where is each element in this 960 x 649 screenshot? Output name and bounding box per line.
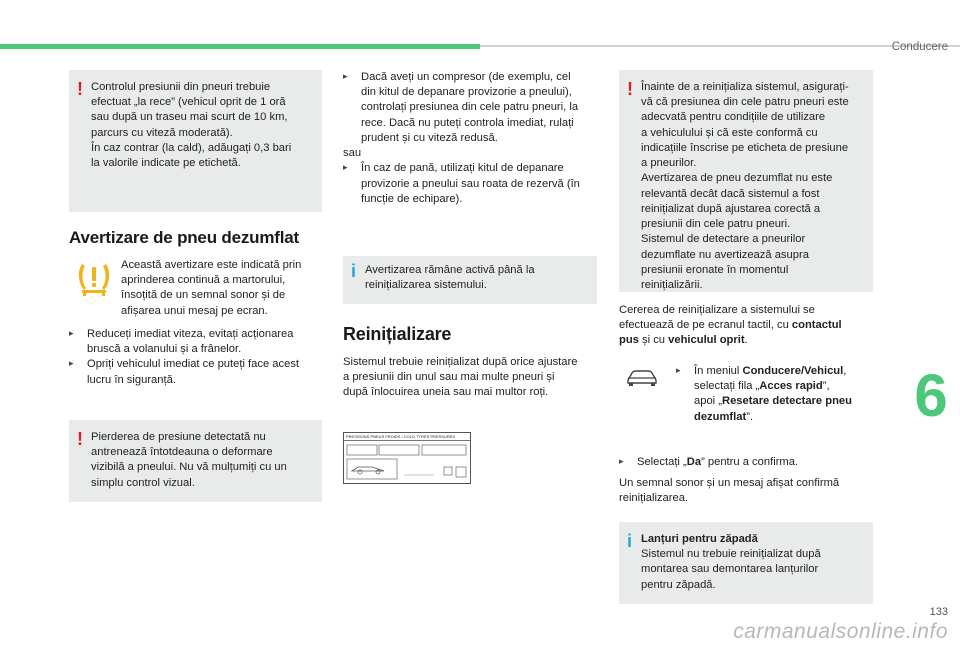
box-line: efectuat „la rece” (vehicul oprit de 1 oră: [91, 96, 286, 109]
tyre-pressure-warning-icon: [76, 258, 112, 296]
intro-line: însoțită de un semnal sonor și de: [121, 289, 286, 302]
bullet-arrow-icon: ▸: [69, 328, 74, 338]
intro-line: afișarea unui mesaj pe ecran.: [121, 304, 268, 317]
heading-flat-tyre-warning: Avertizare de pneu dezumflat: [69, 228, 299, 247]
info-icon: i: [627, 531, 633, 551]
warning-exclamation-icon: !: [77, 79, 83, 99]
tyre-pressure-label-image: [343, 432, 471, 484]
compressor-instructions: [343, 70, 605, 207]
bullet-item: ▸ Selectați „Da” pentru a confirma.: [619, 456, 799, 468]
box-line: parcurs cu viteză moderată).: [91, 126, 233, 139]
before-reinit-warning-box: ! Înainte de a reinițializa sistemul, asigurați- vă că presiunea din cele patru pneuri este adecvată pentru condițiile de utilizare a vehiculului și că este conformă cu indicațiile înscrise pe eticheta de presiune a pneurilor. Avertizarea de pneu dezumflat nu este relevantă decât dacă sistemul a fost reinițializat după ajustarea corectă a presiunii din cele patru pneuri. Sistemul de detectare a pneurilor dezumflate nu avertizează asupra presiunii eronate în momentul reinițializării.: [619, 70, 873, 292]
intro-line: Această avertizare este indicată prin: [121, 259, 302, 271]
menu-instructions: [676, 364, 876, 425]
reinit-request-paragraph: Cererea de reinițializare a sistemului se efectuează de pe ecranul tactil, cu contactul pus și cu vehiculul oprit.: [619, 304, 842, 347]
header-divider: [480, 45, 960, 47]
box-line: În caz contrar (la cald), adăugați 0,3 bari: [91, 141, 292, 154]
warning-active-info-box: i Avertizarea rămâne activă până la reinițializarea sistemului.: [343, 256, 597, 304]
bullet-arrow-icon: ▸: [343, 71, 348, 81]
chapter-number: 6: [914, 362, 948, 429]
pressure-check-warning-box: [69, 70, 322, 212]
confirm-instruction: [619, 455, 879, 470]
reinit-paragraph: Sistemul trebuie reinițializat după orice ajustare a presiunii din unul sau mai multe pneuri și după înlocuirea uneia sau mai multor roți.: [343, 356, 578, 399]
snow-chains-info-box: i Lanțuri pentru zăpadă Sistemul nu trebuie reinițializat după montarea sau demontarea lanțurilor pentru zăpadă.: [619, 522, 873, 604]
flat-tyre-actions: [69, 327, 329, 388]
bullet-arrow-icon: ▸: [676, 365, 681, 375]
info-icon: i: [351, 261, 357, 281]
tag-header: PRESSIONS PNEUS FROIDS / COLD TYRES PRESSURES: [344, 433, 470, 441]
box-line: la valorile indicate pe etichetă.: [91, 157, 241, 170]
pressure-loss-warning-box: ! Pierderea de presiune detectată nu antrenează întotdeauna o deformare vizibilă a pneului. Nu vă mulțumiți cu un simplu control vizual.: [69, 420, 322, 502]
car-icon: [625, 367, 659, 387]
info-box-title: Lanțuri pentru zăpadă: [641, 533, 758, 545]
tag-diagram: [344, 441, 470, 485]
page-number: 133: [929, 606, 948, 618]
footer-watermark: carmanualsonline.info: [733, 620, 948, 643]
or-text: sau: [343, 147, 362, 160]
bullet-item: ▸ Dacă aveți un compresor (de exemplu, cel din kitul de depanare provizorie a pneului), controlați presiunea din cele patru pneuri, la rece. Dacă nu puteți controla imediat, rulați prudent și cu viteză redusă.: [343, 71, 579, 144]
box-line: Controlul presiunii din pneuri trebuie: [91, 81, 271, 93]
confirmation-paragraph: Un semnal sonor și un mesaj afișat confirmă reinițializarea.: [619, 477, 840, 505]
heading-reinitialisation: Reinițializare: [343, 324, 452, 344]
bullet-item: ▸ Reduceți imediat viteza, evitați acționarea bruscă a volanului și a frânelor.: [69, 328, 294, 356]
bullet-item: ▸ În caz de pană, utilizați kitul de depanare provizorie a pneului sau roata de rezervă (în funcție de echipare).: [343, 162, 580, 205]
bullet-arrow-icon: ▸: [343, 162, 348, 173]
intro-line: aprinderea continuă a martorului,: [121, 274, 286, 287]
section-title: Conducere: [891, 41, 948, 53]
bullet-arrow-icon: ▸: [69, 358, 74, 369]
bullet-item: ▸ Opriți vehiculul imediat ce puteți face acest lucru în siguranță.: [69, 358, 300, 386]
box-line: sau după un traseu mai scurt de 10 km,: [91, 111, 288, 124]
header-accent-bar: [0, 44, 480, 49]
flat-tyre-intro: [121, 258, 326, 319]
warning-exclamation-icon: !: [77, 429, 83, 449]
warning-exclamation-icon: !: [627, 79, 633, 99]
bullet-arrow-icon: ▸: [619, 456, 624, 466]
bullet-item: ▸ În meniul Conducere/Vehicul, selectați fila „Acces rapid”, apoi „Resetare detectare pneu dezumflat”.: [676, 365, 852, 423]
